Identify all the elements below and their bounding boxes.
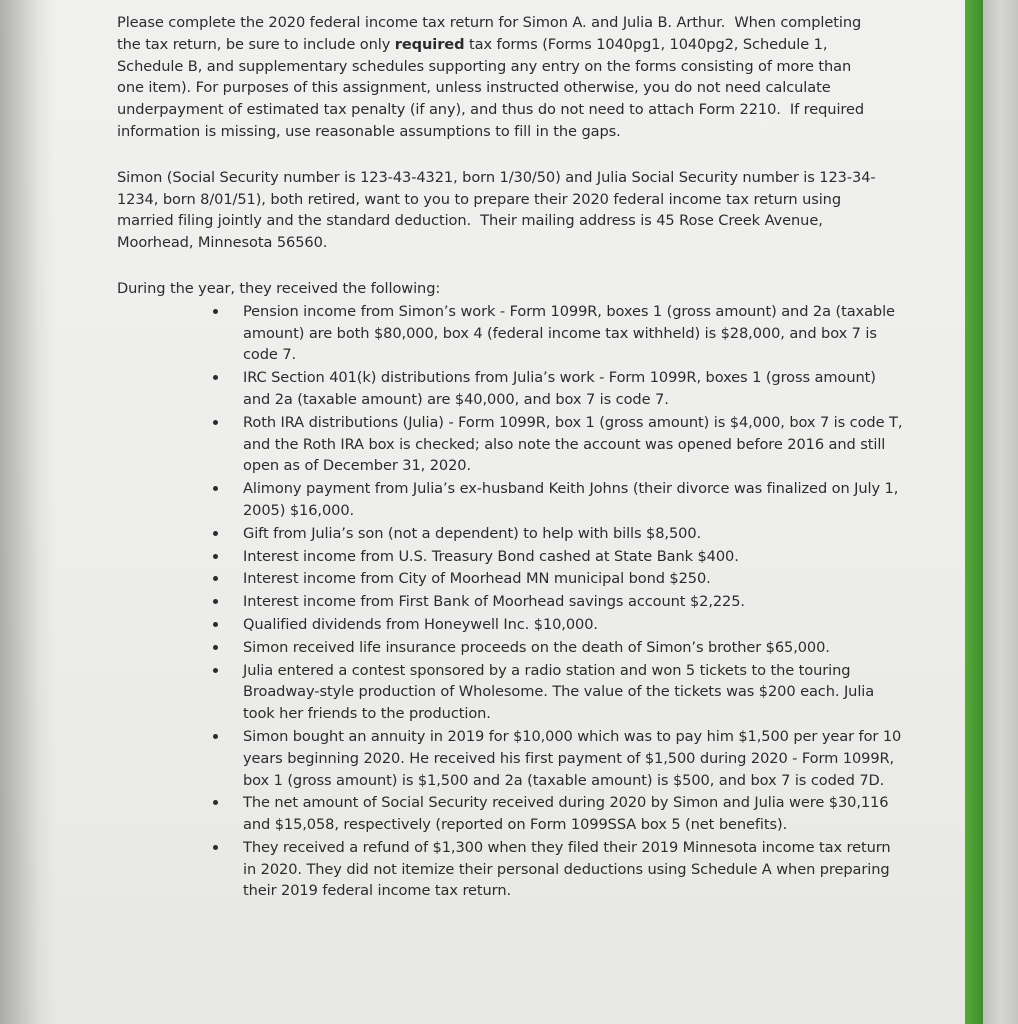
- instructions-bold-word: required: [394, 35, 465, 53]
- list-item: [243, 660, 907, 725]
- bullet-icon: [213, 668, 218, 673]
- list-item: [243, 637, 907, 659]
- list-item-text: Alimony payment from Julia’s ex-husband Keith Johns (their divorce was finalized on July 1, 2005) $16,000.: [243, 480, 899, 519]
- list-item-text: Qualified dividends from Honeywell Inc. $10,000.: [243, 615, 598, 633]
- list-item-text: Pension income from Simon’s work - Form 1099R, boxes 1 (gross amount) and 2a (taxable amount) are both $80,000, box 4 (federal income tax withheld) is $28,000, and box 7 is code 7.: [243, 302, 895, 364]
- bullet-icon: [213, 845, 218, 850]
- list-item: [243, 478, 907, 522]
- bullet-icon: [213, 375, 218, 380]
- list-item: [243, 614, 907, 636]
- list-item-text: Simon bought an annuity in 2019 for $10,000 which was to pay him $1,500 per year for 10 years beginning 2020. He received his first payment of $1,500 during 2020 - Form 1099R, box 1 (gross amount) is $1,500 and 2a (taxable amount) is $500, and box 7 is coded 7D.: [243, 727, 902, 789]
- list-item-text: Interest income from City of Moorhead MN municipal bond $250.: [243, 570, 711, 588]
- list-item: [243, 367, 907, 411]
- paper-shadow: [0, 0, 55, 1024]
- list-intro: During the year, they received the following:: [117, 279, 441, 297]
- list-item-text: Gift from Julia’s son (not a dependent) to help with bills $8,500.: [243, 524, 702, 542]
- instructions-paragraph: [117, 12, 907, 143]
- bullet-icon: [213, 309, 218, 314]
- list-item: [243, 412, 907, 477]
- list-item: [243, 546, 907, 568]
- list-item-text: Interest income from U.S. Treasury Bond cashed at State Bank $400.: [243, 547, 739, 565]
- list-item-text: Interest income from First Bank of Moorhead savings account $2,225.: [243, 593, 745, 611]
- instructions-text-start: Please complete the 2020 federal income tax return for Simon A. and Julia B. Arthur. When completing the tax return, be sure to include only: [117, 14, 862, 53]
- bullet-icon: [213, 486, 218, 491]
- list-item: [243, 792, 907, 836]
- list-item: [243, 301, 907, 366]
- list-item: [243, 726, 907, 791]
- bullet-icon: [213, 800, 218, 805]
- instructions-text-end: tax forms (Forms 1040pg1, 1040pg2, Schedule 1, Schedule B, and supplementary schedules supporting any entry on the forms consisting of more than one item). For purposes of this assignment, unless instructed otherwise, you do not need calculate underpayment of estimated tax penalty (if any), and thus do not need to attach Form 2210. If required information is missing, use reasonable assumptions to fill in the gaps.: [117, 35, 865, 140]
- list-item-text: Julia entered a contest sponsored by a radio station and won 5 tickets to the touring Broadway-style production of Wholesome. The value of the tickets was $200 each. Julia took her friends to the production.: [243, 661, 875, 723]
- bullet-icon: [213, 576, 218, 581]
- green-folder-edge: [965, 0, 983, 1024]
- income-items-list: [117, 301, 907, 903]
- list-item-text: IRC Section 401(k) distributions from Julia’s work - Form 1099R, boxes 1 (gross amount) and 2a (taxable amount) are $40,000, and box 7 is code 7.: [243, 369, 876, 408]
- bullet-icon: [213, 622, 218, 627]
- assignment-text: [117, 12, 907, 903]
- bullet-icon: [213, 645, 218, 650]
- list-item: [243, 568, 907, 590]
- bullet-icon: [213, 420, 218, 425]
- bullet-icon: [213, 554, 218, 559]
- list-item-text: Simon received life insurance proceeds on the death of Simon’s brother $65,000.: [243, 638, 830, 656]
- list-item: [243, 837, 907, 902]
- bullet-icon: [213, 734, 218, 739]
- list-item-text: They received a refund of $1,300 when they filed their 2019 Minnesota income tax return in 2020. They did not itemize their personal deductions using Schedule A when preparing their 2019 federal income tax return.: [243, 838, 891, 900]
- background-surface: [983, 0, 1018, 1024]
- list-item-text: The net amount of Social Security received during 2020 by Simon and Julia were $30,116 and $15,058, respectively (reported on Form 1099SSA box 5 (net benefits).: [243, 794, 889, 834]
- list-item: [243, 523, 907, 545]
- list-item-text: Roth IRA distributions (Julia) - Form 1099R, box 1 (gross amount) is $4,000, box 7 is code T, and the Roth IRA box is checked; also note the account was opened before 2016 and still open as of December 31, 2020.: [243, 413, 903, 475]
- bullet-icon: [213, 531, 218, 536]
- taxpayer-info-paragraph: Simon (Social Security number is 123-43-4321, born 1/30/50) and Julia Social Security number is 123-34- 1234, born 8/01/51), both retired, want to you to prepare their 2020 federal income tax return using married filing jointly and the standard deduction. Their mailing address is 45 Rose Creek Avenue, Moorhead, Minnesota 56560.: [117, 168, 876, 252]
- bullet-icon: [213, 599, 218, 604]
- list-item: [243, 591, 907, 613]
